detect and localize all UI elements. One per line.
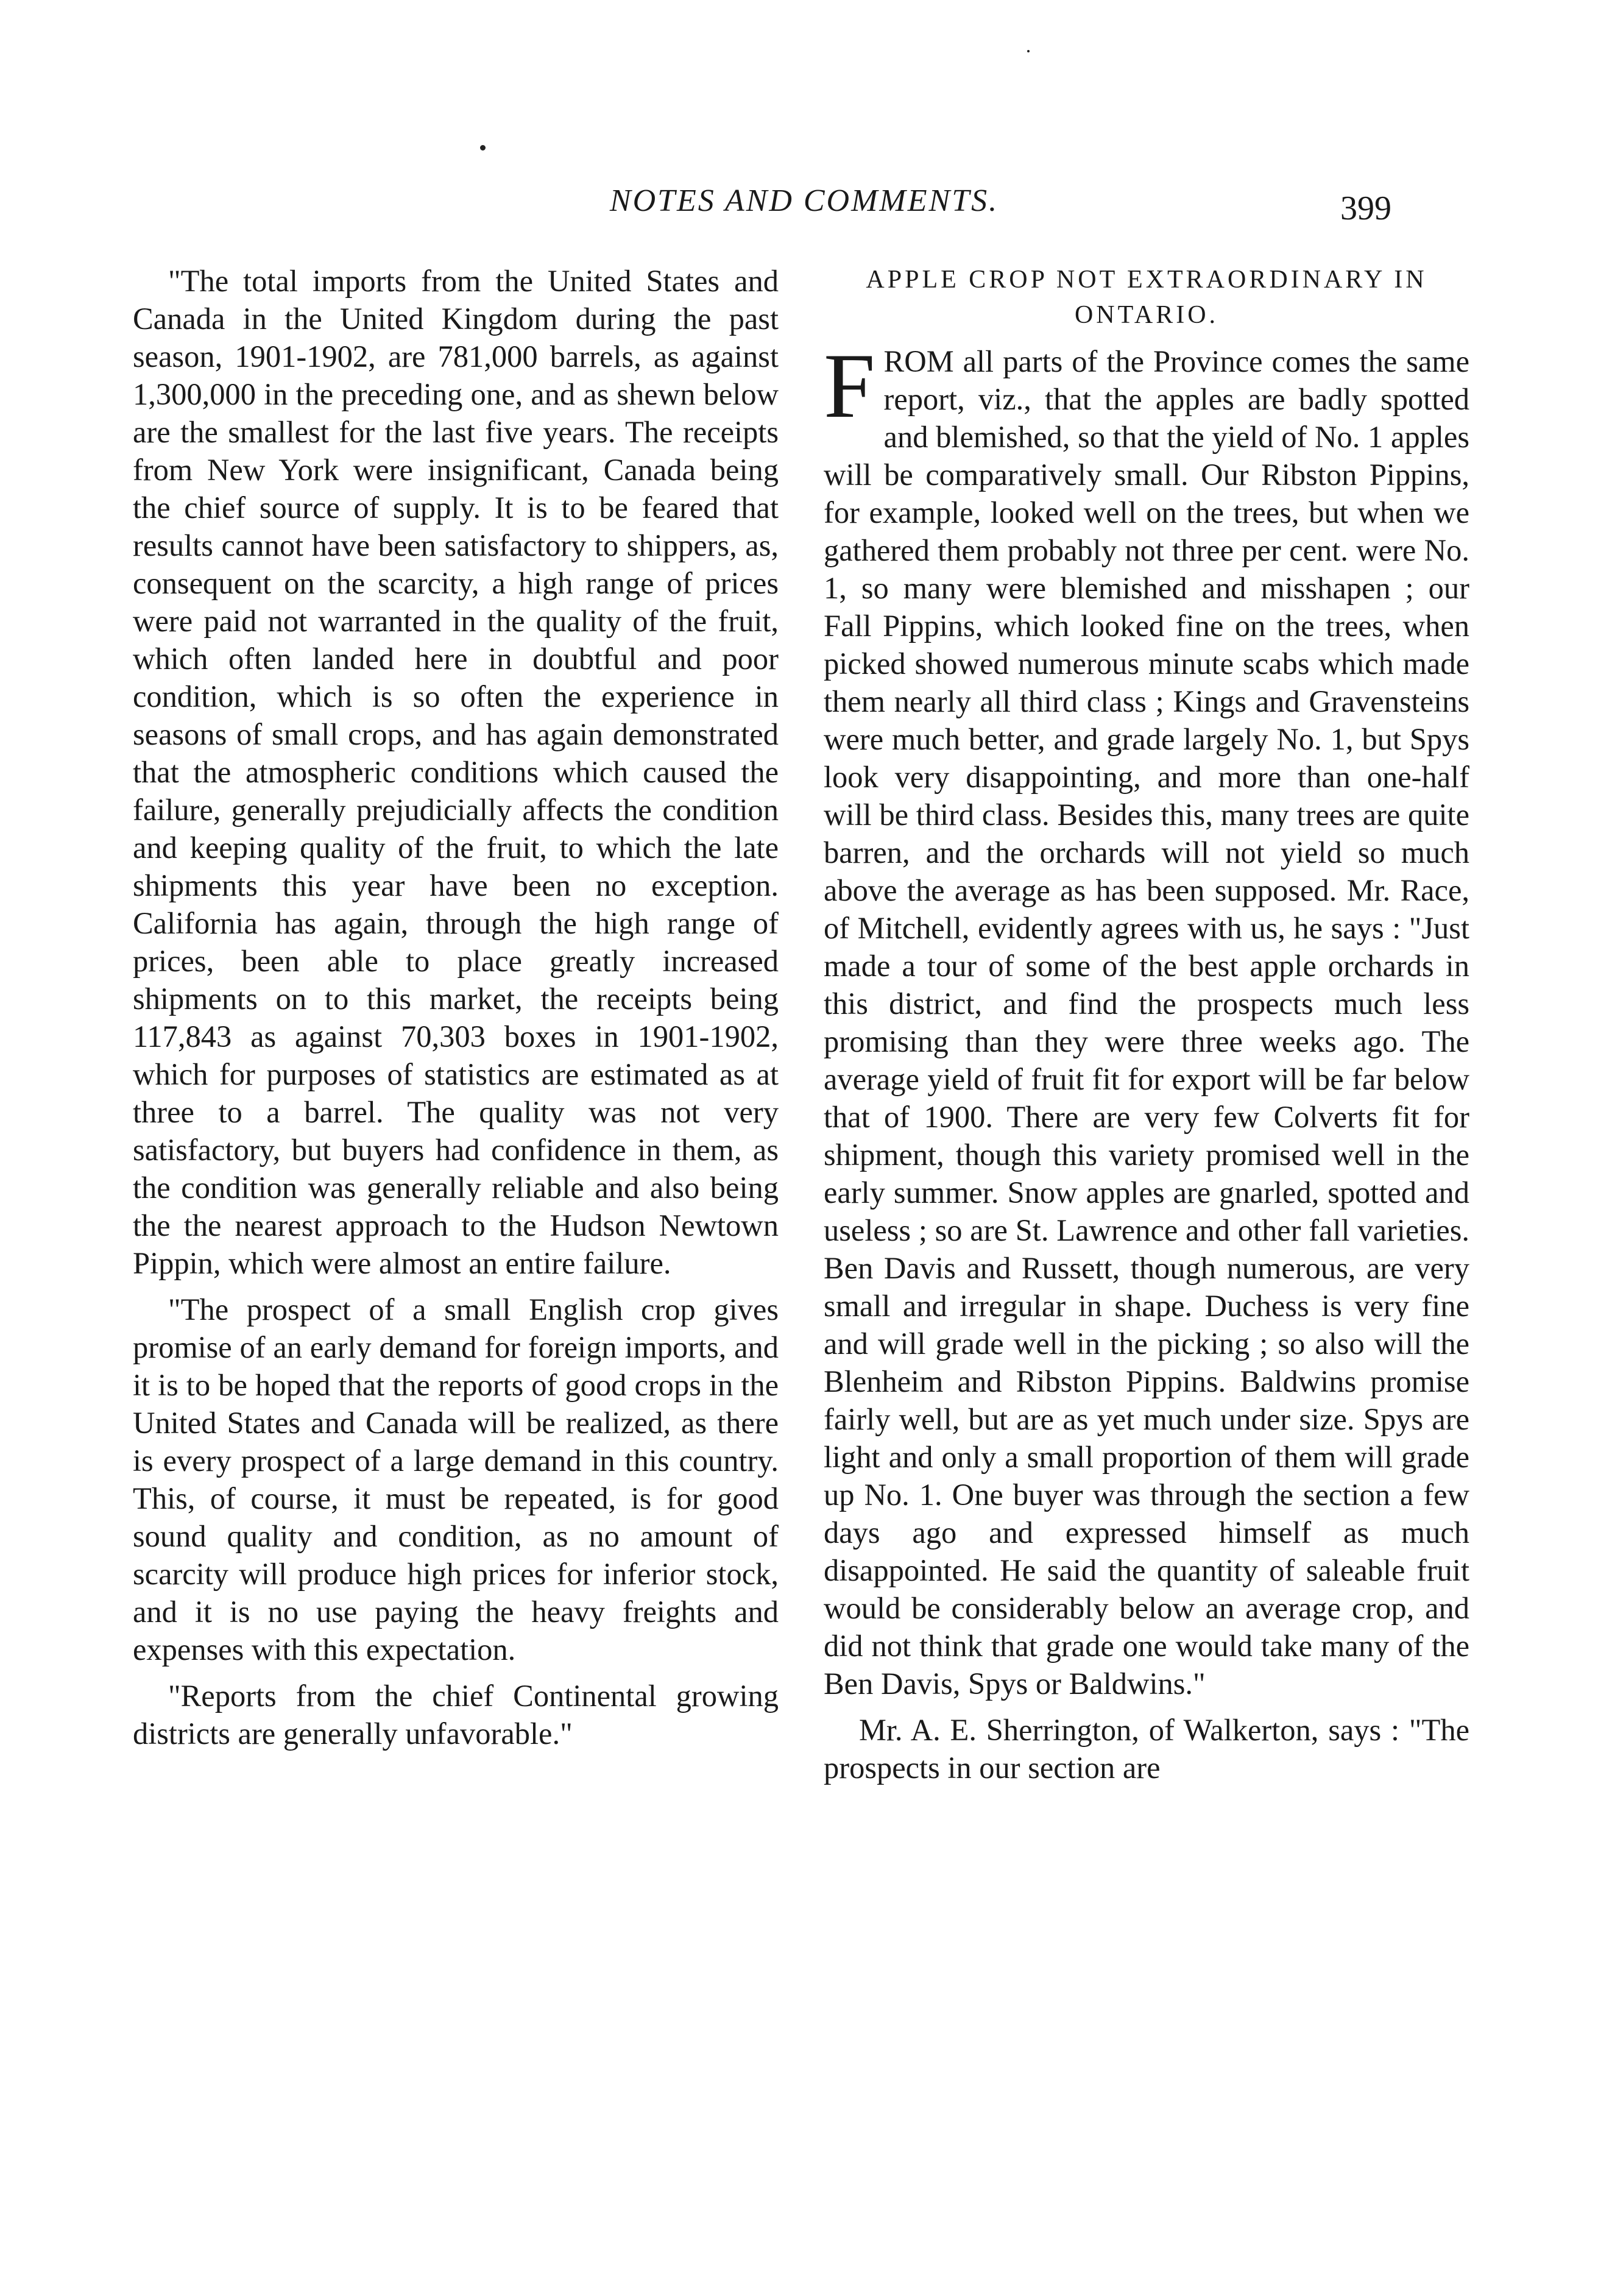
opening-paragraph-text: ROM all parts of the Province comes the same report, viz., that the apples are badly spotted and blemished, so that the yield of No. 1 apples will be comparatively small. Our Ribston Pippins, for example, looked well on the trees, but when we gathered them probably not three per cent. were No. 1, so many were blemished and misshapen ; our Fall Pippins, which looked fine on the trees, when picked showed numerous minute scabs which made them nearly all third class ; Kings and Gravensteins were much better, and grade largely No. 1, but Spys look very disappointing, and more than one-half will be third class. Besides this, many trees are quite barren, and the orchards will not yield so much above the average as has been supposed. Mr. Race, of Mitchell, evidently agrees with us, he says : "Just made a tour of some of the best apple orchards in this district, and find the prospects much less promising than they were three weeks ago. The average yield of fruit fit for export will be far below that of 1900. There are very few Colverts fit for shipment, though this variety promised well in the early summer. Snow apples are gnarled, spotted and useless ; so are St. Lawrence and other fall varieties. Ben Davis and Russett, though numerous, are very small and irregular in shape. Duchess is very fine and will grade well in the picking ; so also will the Blenheim and Ribston Pippins. Baldwins promise fairly well, but are as yet much under size. Spys are light and only a small proportion of them will grade up No. 1. One buyer was through the section a few days ago and expressed himself as much disappointed. He said the quantity of saleable fruit would be considerably below an average crop, and did not think that grade one would take many of the Ben Davis, Spys or Baldwins." [824,344,1469,1701]
paragraph: "The total imports from the United States and Canada in the United Kingdom during the past season, 1901-1902, are 781,000 barrels, as against 1,300,000 in the preceding one, and as shewn below are the smallest for the last five years. The receipts from New York were insignificant, Canada being the chief source of supply. It is to be feared that results cannot have been satisfactory to shippers, as, consequent on the scarcity, a high range of prices were paid not warranted in the quality of the fruit, which often landed here in doubtful and poor condition, which is so often the experience in seasons of small crops, and has again demonstrated that the atmospheric conditions which caused the failure, generally prejudicially affects the condition and keeping quality of the fruit, to which the late shipments this year have been no exception. California has again, through the high range of prices, been able to place greatly increased shipments on to this market, the receipts being 117,843 as against 70,303 boxes in 1901-1902, which for purposes of statistics are estimated as at three to a barrel. The quality was not very satisfactory, but buyers had confidence in them, as the condition was generally reliable and also being the the nearest approach to the Hudson Newtown Pippin, which were almost an entire failure. [133,264,779,1280]
paragraph: "The prospect of a small English crop gives promise of an early demand for foreign imports, and it is to be hoped that the reports of good crops in the United States and Canada will be realized, as there is every prospect of a large demand in this country. This, of course, it must be repeated, is for good sound quality and condition, as no amount of scarcity will produce high prices for inferior stock, and it is no use paying the heavy freights and expenses with this expectation. [133,1292,779,1667]
right-column [824,262,1469,1787]
ink-speck [480,145,486,151]
running-title: NOTES AND COMMENTS. [609,183,999,218]
running-head [0,183,1612,238]
page-number: 399 [1340,190,1391,227]
drop-cap: F [824,335,875,437]
paragraph: "Reports from the chief Continental growing districts are generally unfavorable." [133,1679,779,1751]
ink-speck [1027,50,1030,52]
article-heading: APPLE CROP NOT EXTRAORDINARY IN ONTARIO. [866,266,1427,329]
left-column [133,262,779,1752]
opening-paragraph [824,335,1469,1703]
paragraph: Mr. A. E. Sherrington, of Walkerton, says : "The prospects in our section are [824,1713,1469,1785]
